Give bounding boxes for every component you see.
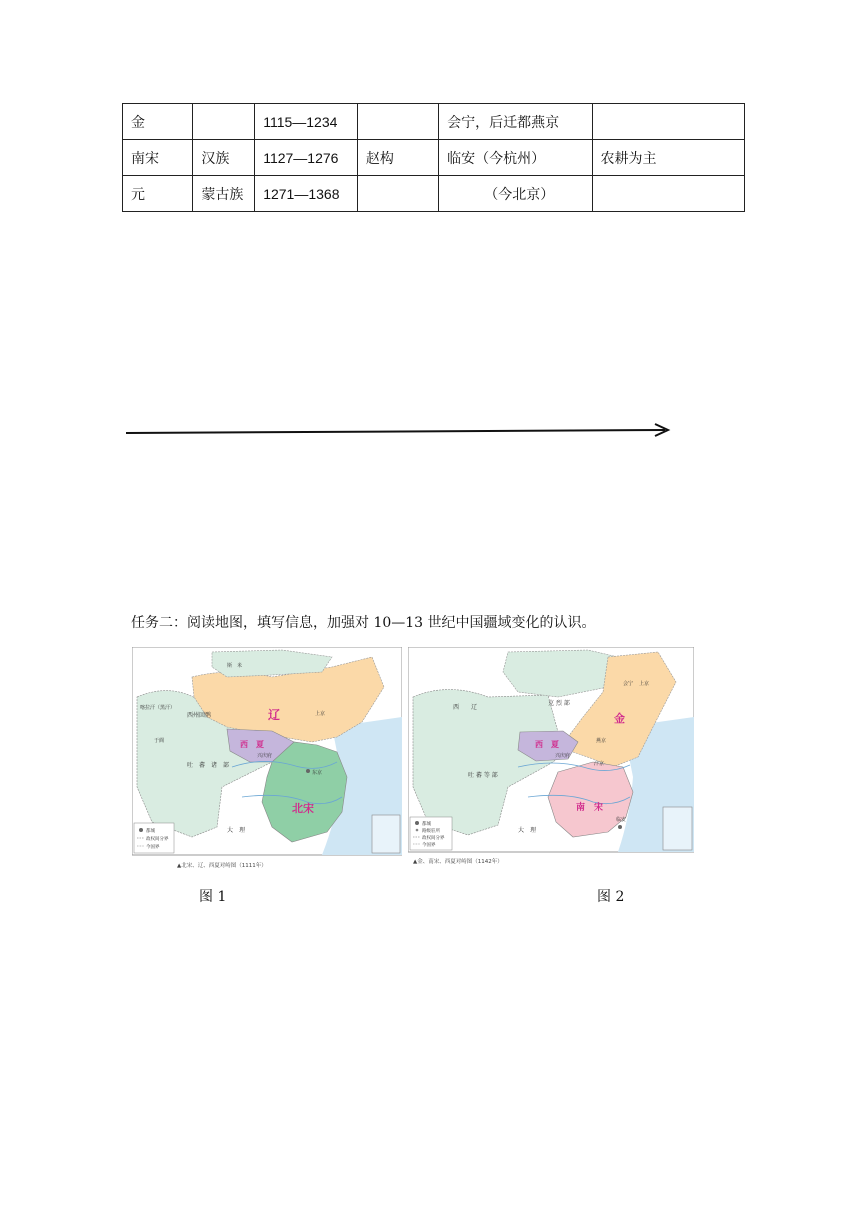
- capital-dongjing-icon: [306, 769, 310, 773]
- label-xingqing: 兴庆府: [555, 753, 571, 759]
- legend-national-border: 今国界: [422, 843, 436, 848]
- label-xingqing: 兴庆府: [257, 753, 273, 759]
- cell-ethnicity: 蒙古族: [193, 176, 255, 212]
- dynasty-table: [122, 103, 745, 212]
- label-liao: 辽: [268, 708, 281, 722]
- label-xixia: 西 夏: [535, 740, 559, 749]
- table-row: [123, 104, 745, 140]
- cell-years: 1271—1368: [255, 176, 358, 212]
- label-xiliao: 西 辽: [453, 704, 478, 711]
- cell-founder: [357, 104, 438, 140]
- table-row: [123, 176, 745, 212]
- label-bianjing: 汴京: [594, 761, 605, 767]
- cell-capital: （今北京）: [439, 176, 592, 212]
- cell-ethnicity: 汉族: [193, 140, 255, 176]
- label-tubo: 吐 蕃 等 部: [468, 772, 498, 779]
- label-dali: 大 理: [518, 827, 537, 834]
- label-tubo: 吐 蕃 诸 部: [187, 762, 230, 769]
- cell-ethnicity: [193, 104, 255, 140]
- label-dongjing: 东京: [312, 770, 323, 776]
- task-two-text: 任务二：阅读地图，填写信息，加强对 10—13 世纪中国疆域变化的认识。: [131, 615, 596, 631]
- cell-economy: 农耕为主: [592, 140, 744, 176]
- label-kelie: 克 烈 部: [548, 700, 570, 707]
- legend-boundary: 政权间分界: [422, 836, 445, 841]
- route-seat-icon: [416, 829, 419, 832]
- legend-boundary: 政权间分界: [146, 837, 169, 842]
- label-yutian: 于阗: [154, 738, 165, 744]
- capital-symbol-icon: [415, 821, 419, 825]
- timeline-arrow: [120, 422, 680, 442]
- label-xixia: 西 夏: [240, 740, 264, 749]
- label-shangjing: 上京: [639, 681, 650, 687]
- cell-name: 南宋: [123, 140, 193, 176]
- label-linan: 临安: [616, 817, 627, 823]
- label-kara: 喀拉汗（黑汗）: [140, 705, 176, 711]
- legend-capital: 都城: [422, 822, 431, 827]
- label-dali: 大 理: [227, 827, 246, 834]
- caption-figure-1: 图 1: [199, 889, 227, 905]
- capital-linan-icon: [618, 825, 622, 829]
- table-row: [123, 140, 745, 176]
- label-nansong: 南 宋: [576, 803, 604, 813]
- cell-name: 元: [123, 176, 193, 212]
- cell-economy: [592, 104, 744, 140]
- legend-capital: 都城: [146, 829, 155, 834]
- map-northern-song-liao-xixia: [132, 647, 402, 875]
- legend-route-seat: 路级驻所: [422, 829, 440, 834]
- label-xizhou: 西州回鹘: [187, 712, 212, 719]
- cell-capital: 临安（今杭州）: [439, 140, 592, 176]
- map-jin-southern-song-xixia: [408, 647, 694, 875]
- cell-economy: [592, 176, 744, 212]
- label-beisong: 北宋: [292, 802, 314, 815]
- capital-symbol-icon: [139, 828, 143, 832]
- label-shangjing: 上京: [315, 711, 326, 717]
- cell-years: 1115—1234: [255, 104, 358, 140]
- legend-national-border: 今国界: [146, 845, 160, 850]
- cell-capital: 会宁，后迁都燕京: [439, 104, 592, 140]
- label-yanjing: 燕京: [596, 738, 607, 744]
- cell-founder: 赵构: [357, 140, 438, 176]
- caption-figure-2: 图 2: [597, 889, 625, 905]
- cell-name: 金: [123, 104, 193, 140]
- cell-years: 1127—1276: [255, 140, 358, 176]
- label-siming: 斯 米: [227, 663, 243, 669]
- cell-founder: [357, 176, 438, 212]
- map1-title: ▲北宋、辽、西夏对峙图（1111年）: [177, 863, 267, 869]
- map2-title: ▲金、南宋、西夏对峙图（1142年）: [413, 859, 503, 865]
- label-huining: 会宁: [623, 681, 634, 687]
- label-jin: 金: [614, 712, 625, 725]
